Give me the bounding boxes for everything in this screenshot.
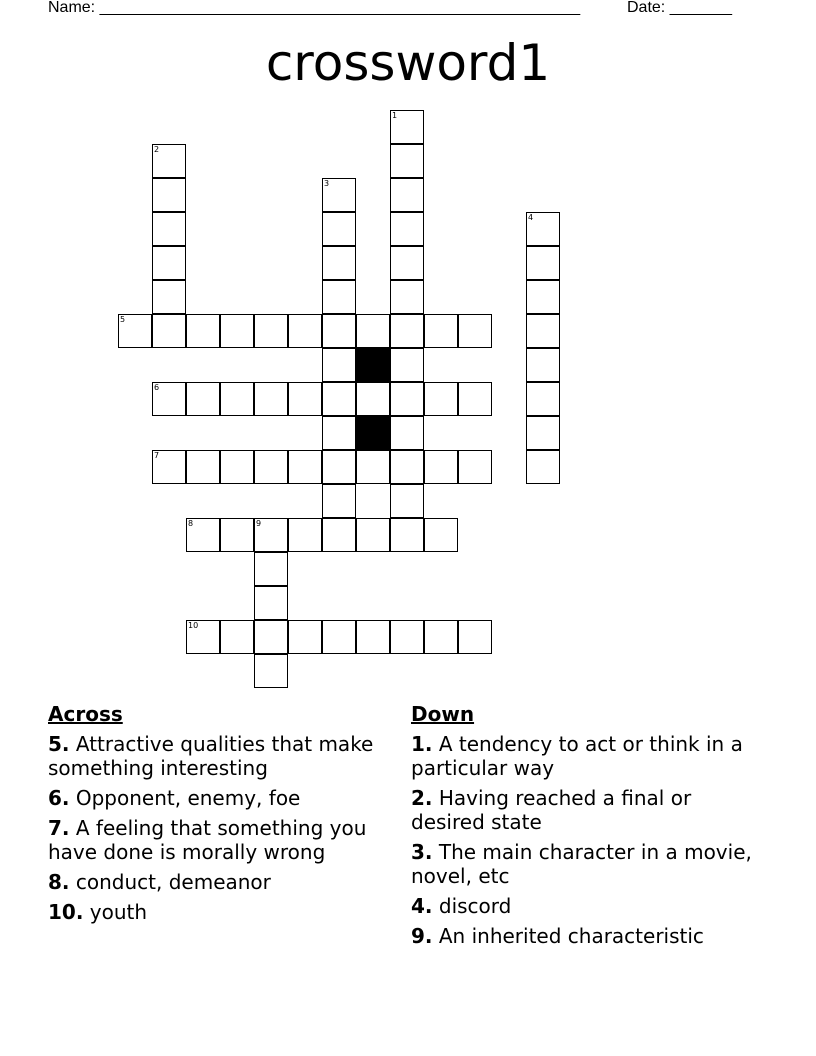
grid-cell[interactable] (322, 416, 356, 450)
grid-cell[interactable] (152, 280, 186, 314)
grid-cell[interactable] (322, 280, 356, 314)
grid-cell[interactable] (424, 518, 458, 552)
grid-cell[interactable] (526, 348, 560, 382)
grid-cell[interactable] (322, 620, 356, 654)
grid-cell[interactable] (254, 654, 288, 688)
clue-item-number: 2. (411, 786, 433, 810)
clue-item-text: A tendency to act or think in a particular way (411, 732, 743, 780)
clue-number: 4 (528, 213, 534, 222)
clue-item-number: 8. (48, 870, 70, 894)
clue-item (48, 900, 398, 924)
clue-item (48, 732, 398, 780)
across-clues (48, 702, 398, 930)
clue-number: 7 (154, 451, 160, 460)
clue-item-text: An inherited characteristic (432, 924, 704, 948)
grid-cell[interactable] (288, 518, 322, 552)
grid-cell[interactable] (152, 212, 186, 246)
grid-cell[interactable] (152, 178, 186, 212)
grid-cell[interactable] (390, 178, 424, 212)
grid-cell[interactable] (526, 416, 560, 450)
grid-cell[interactable] (424, 450, 458, 484)
grid-cell[interactable] (390, 280, 424, 314)
clue-number: 6 (154, 383, 160, 392)
grid-cell[interactable] (322, 518, 356, 552)
clue-item-number: 1. (411, 732, 433, 756)
across-clue-list (48, 732, 398, 924)
grid-cell[interactable] (526, 382, 560, 416)
down-clue-list (411, 732, 756, 948)
grid-cell[interactable] (186, 620, 220, 654)
grid-cell[interactable] (220, 450, 254, 484)
grid-cell[interactable] (152, 450, 186, 484)
grid-cell[interactable] (390, 348, 424, 382)
clue-item (411, 786, 756, 834)
grid-cell[interactable] (254, 620, 288, 654)
clue-number: 8 (188, 519, 194, 528)
clue-item-text: Having reached a final or desired state (411, 786, 692, 834)
grid-cell[interactable] (390, 110, 424, 144)
grid-cell[interactable] (390, 450, 424, 484)
clue-item (411, 924, 756, 948)
grid-cell[interactable] (458, 450, 492, 484)
grid-cell[interactable] (186, 518, 220, 552)
clue-item-text: youth (83, 900, 148, 924)
grid-cell[interactable] (322, 382, 356, 416)
grid-cell[interactable] (322, 450, 356, 484)
clue-item-number: 10. (48, 900, 84, 924)
grid-cell[interactable] (458, 382, 492, 416)
grid-cell[interactable] (356, 518, 390, 552)
grid-cell[interactable] (288, 620, 322, 654)
grid-cell[interactable] (152, 382, 186, 416)
clue-number: 9 (256, 519, 262, 528)
grid-cell[interactable] (526, 450, 560, 484)
grid-cell[interactable] (322, 246, 356, 280)
down-clues (411, 702, 756, 954)
grid-cell[interactable] (254, 382, 288, 416)
grid-cell[interactable] (322, 212, 356, 246)
grid-cell[interactable] (254, 518, 288, 552)
clue-number: 10 (188, 621, 199, 630)
grid-block-cell (356, 416, 390, 450)
grid-cell[interactable] (186, 382, 220, 416)
grid-cell[interactable] (254, 314, 288, 348)
grid-cell[interactable] (254, 450, 288, 484)
grid-cell[interactable] (322, 178, 356, 212)
grid-cell[interactable] (356, 314, 390, 348)
grid-cell[interactable] (526, 246, 560, 280)
clue-item-number: 3. (411, 840, 433, 864)
grid-cell[interactable] (322, 484, 356, 518)
clue-item (48, 786, 398, 810)
grid-cell[interactable] (152, 246, 186, 280)
clue-item-text: A feeling that something you have done is morally wrong (48, 816, 367, 864)
grid-cell[interactable] (152, 314, 186, 348)
clue-item-number: 6. (48, 786, 70, 810)
grid-cell[interactable] (220, 620, 254, 654)
grid-cell[interactable] (186, 314, 220, 348)
grid-cell[interactable] (288, 382, 322, 416)
clue-number: 5 (120, 315, 126, 324)
grid-cell[interactable] (390, 518, 424, 552)
grid-block-cell (356, 348, 390, 382)
grid-cell[interactable] (424, 382, 458, 416)
clue-item (411, 840, 756, 888)
grid-cell[interactable] (220, 314, 254, 348)
grid-cell[interactable] (390, 382, 424, 416)
grid-cell[interactable] (322, 348, 356, 382)
grid-cell[interactable] (424, 620, 458, 654)
clue-item (411, 732, 756, 780)
across-heading: Across (48, 702, 123, 726)
clue-item-number: 7. (48, 816, 70, 840)
grid-cell[interactable] (288, 450, 322, 484)
clue-item-number: 9. (411, 924, 433, 948)
clue-item-text: conduct, demeanor (69, 870, 271, 894)
grid-cell[interactable] (356, 450, 390, 484)
name-field-label: Name: ______________________________________________________ (48, 0, 581, 16)
clue-item-text: Attractive qualities that make something interesting (48, 732, 374, 780)
grid-cell[interactable] (526, 314, 560, 348)
grid-cell[interactable] (526, 280, 560, 314)
clue-item-text: The main character in a movie, novel, etc (411, 840, 752, 888)
clue-item-text: Opponent, enemy, foe (69, 786, 301, 810)
grid-cell[interactable] (288, 314, 322, 348)
grid-cell[interactable] (356, 620, 390, 654)
grid-cell[interactable] (424, 314, 458, 348)
grid-cell[interactable] (390, 314, 424, 348)
date-field-label: Date: _______ (627, 0, 732, 16)
grid-cell[interactable] (390, 416, 424, 450)
clue-item-number: 5. (48, 732, 70, 756)
grid-cell[interactable] (390, 212, 424, 246)
grid-cell[interactable] (118, 314, 152, 348)
clue-number: 2 (154, 145, 160, 154)
grid-cell[interactable] (356, 382, 390, 416)
down-heading: Down (411, 702, 475, 726)
grid-cell[interactable] (220, 382, 254, 416)
grid-cell[interactable] (390, 620, 424, 654)
clue-number: 1 (392, 111, 398, 120)
page-title: crossword1 (265, 34, 551, 92)
grid-cell[interactable] (322, 314, 356, 348)
grid-cell[interactable] (152, 144, 186, 178)
grid-cell[interactable] (390, 144, 424, 178)
clue-number: 3 (324, 179, 330, 188)
grid-cell[interactable] (254, 552, 288, 586)
clue-item (48, 816, 398, 864)
grid-cell[interactable] (254, 586, 288, 620)
clue-item-number: 4. (411, 894, 433, 918)
clue-item-text: discord (432, 894, 512, 918)
clue-item (48, 870, 398, 894)
grid-cell[interactable] (390, 484, 424, 518)
grid-cell[interactable] (526, 212, 560, 246)
grid-cell[interactable] (458, 620, 492, 654)
clue-item (411, 894, 756, 918)
grid-cell[interactable] (390, 246, 424, 280)
grid-cell[interactable] (458, 314, 492, 348)
grid-cell[interactable] (186, 450, 220, 484)
grid-cell[interactable] (220, 518, 254, 552)
